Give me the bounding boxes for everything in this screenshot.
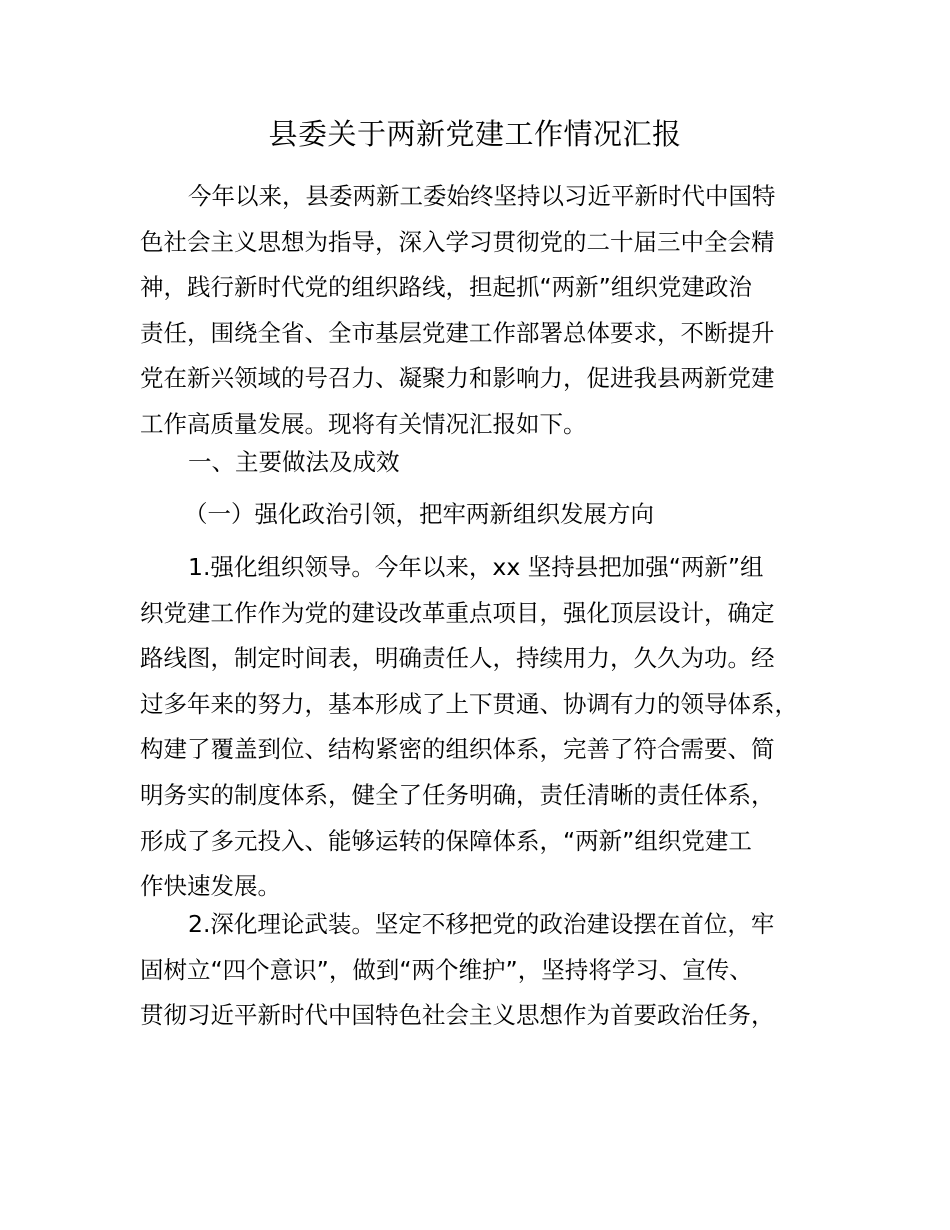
paragraph-line: 过多年来的努力，基本形成了上下贯通、协调有力的领导体系， bbox=[140, 689, 798, 718]
paragraph-line: 明务实的制度体系，健全了任务明确，责任清晰的责任体系， bbox=[140, 780, 775, 809]
section-heading bbox=[188, 440, 888, 486]
paragraph-line: 神，践行新时代党的组织路线，担起抓“两新”组织党建政治 bbox=[140, 273, 752, 302]
paragraph-line: 工作高质量发展。现将有关情况汇报如下。 bbox=[140, 409, 587, 438]
section-heading-text: 一、主要做法及成效 bbox=[188, 448, 400, 476]
intro-paragraph bbox=[140, 174, 840, 448]
paragraph-line: 固树立“四个意识”，做到“两个维护”，坚持将学习、宣传、 bbox=[140, 955, 753, 984]
paragraph-line: 2.深化理论武装。坚定不移把党的政治建设摆在首位，牢 bbox=[188, 910, 775, 938]
paragraph-line: 色社会主义思想为指导，深入学习贯彻党的二十届三中全会精 bbox=[140, 227, 775, 256]
paragraph-line: 贯彻习近平新时代中国特色社会主义思想作为首要政治任务， bbox=[140, 1001, 775, 1030]
paragraph-line: 路线图，制定时间表，明确责任人，持续用力，久久为功。经 bbox=[140, 644, 775, 673]
paragraph-line: 织党建工作作为党的建设改革重点项目，强化顶层设计，确定 bbox=[140, 598, 775, 627]
paragraph-line: 今年以来，县委两新工委始终坚持以习近平新时代中国特 bbox=[188, 182, 776, 210]
subsection-heading bbox=[184, 492, 884, 538]
paragraph-organization-leadership bbox=[140, 545, 840, 910]
paragraph-line: 形成了多元投入、能够运转的保障体系，“两新”组织党建工 bbox=[140, 826, 752, 855]
paragraph-line: 1.强化组织领导。今年以来，xx 坚持县把加强“两新”组 bbox=[188, 553, 764, 581]
paragraph-line: 党在新兴领域的号召力、凝聚力和影响力，促进我县两新党建 bbox=[140, 364, 775, 393]
paragraph-theory-armament bbox=[140, 902, 840, 1039]
document-title: 县委关于两新党建工作情况汇报 bbox=[268, 117, 682, 151]
paragraph-line: 构建了覆盖到位、结构紧密的组织体系，完善了符合需要、简 bbox=[140, 735, 775, 764]
subsection-heading-text: （一）强化政治引领，把牢两新组织发展方向 bbox=[184, 500, 654, 528]
paragraph-line: 作快速发展。 bbox=[140, 872, 281, 901]
paragraph-line: 责任，围绕全省、全市基层党建工作部署总体要求，不断提升 bbox=[140, 318, 775, 347]
